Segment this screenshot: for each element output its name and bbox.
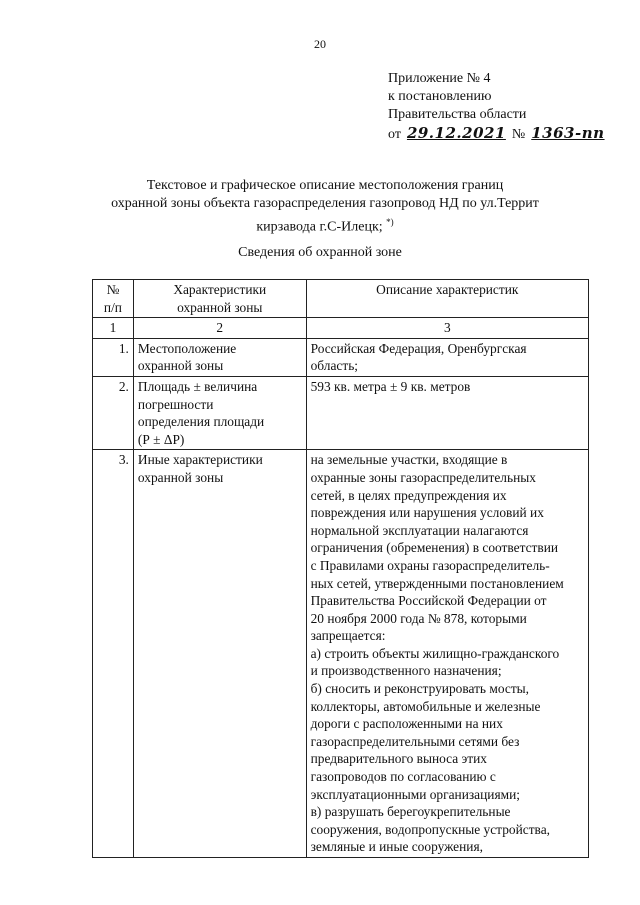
row-desc-line: дороги с расположенными на них bbox=[310, 716, 503, 732]
row-name-line: (Р ± ΔР) bbox=[137, 431, 185, 447]
row-desc-line: 20 ноября 2000 года № 878, которыми bbox=[310, 610, 527, 626]
row-desc-line: запрещается: bbox=[310, 628, 386, 644]
row-name bbox=[133, 376, 306, 449]
header-num-line: № bbox=[106, 282, 120, 297]
row-desc-line: охранные зоны газораспределительных bbox=[310, 469, 536, 485]
header-description: Описание характеристик bbox=[306, 280, 588, 318]
row-desc-line: Правительства Российской Федерации от bbox=[310, 593, 547, 609]
row-name-line: погрешности bbox=[137, 396, 214, 412]
table-index-row bbox=[93, 318, 589, 339]
header-char-line: Характеристики bbox=[173, 282, 267, 297]
row-desc-line: б) сносить и реконструировать мосты, bbox=[310, 681, 530, 697]
appendix-date-number bbox=[388, 124, 605, 144]
row-description bbox=[306, 376, 588, 449]
zone-table bbox=[92, 279, 589, 858]
table-row bbox=[93, 338, 589, 376]
header-characteristics bbox=[133, 280, 306, 318]
page-number: 20 bbox=[314, 37, 326, 51]
row-name-line: определения площади bbox=[137, 414, 265, 430]
row-desc-line: ных сетей, утвержденными постановлением bbox=[310, 575, 564, 591]
row-desc-line: сетей, в целях предупреждения их bbox=[310, 487, 507, 503]
row-desc-line: в) разрушать берегоукрепительные bbox=[310, 804, 511, 820]
row-desc-line: сооружения, водопропускные устройства, bbox=[310, 821, 550, 837]
index-cell: 3 bbox=[306, 318, 588, 339]
row-name bbox=[133, 450, 306, 858]
row-name-line: Иные характеристики bbox=[137, 452, 263, 468]
row-name-line: охранной зоны bbox=[137, 358, 224, 374]
row-desc-line: повреждения или нарушения условий их bbox=[310, 505, 544, 521]
footnote-mark: *) bbox=[386, 217, 394, 227]
row-number: 3. bbox=[93, 450, 134, 858]
title-line-2: охранной зоны объекта газораспределения газопровод НД по ул.Террит bbox=[111, 196, 539, 211]
index-cell: 1 bbox=[93, 318, 134, 339]
from-label: от bbox=[388, 127, 401, 142]
appendix-line-3: Правительства области bbox=[388, 107, 527, 122]
appendix-block bbox=[388, 70, 605, 144]
row-desc-line: с Правилами охраны газораспределитель- bbox=[310, 557, 550, 573]
title-line-1: Текстовое и графическое описание местоположения границ bbox=[146, 178, 504, 193]
row-desc-line: ограничения (обременения) в соответствии bbox=[310, 540, 559, 556]
header-num bbox=[93, 280, 134, 318]
index-cell: 2 bbox=[133, 318, 306, 339]
title-line-3-wrap bbox=[90, 213, 560, 237]
row-desc-line: и производственного назначения; bbox=[310, 663, 502, 679]
table-row bbox=[93, 450, 589, 858]
row-desc-line: 593 кв. метра ± 9 кв. метров bbox=[310, 378, 471, 394]
row-desc-line: а) строить объекты жилищно-гражданского bbox=[310, 645, 560, 661]
row-desc-line: газопроводов по согласованию с bbox=[310, 769, 496, 785]
row-name-line: Местоположение bbox=[137, 340, 237, 356]
row-desc-line: земляные и иные сооружения, bbox=[310, 839, 483, 855]
title-line-3: кирзавода г.С-Илецк; bbox=[256, 219, 383, 235]
handwritten-date: 29.12.2021 bbox=[406, 124, 506, 142]
section-subtitle: Сведения об охранной зоне bbox=[238, 245, 402, 260]
row-desc-line: на земельные участки, входящие в bbox=[310, 452, 508, 468]
appendix-line-1: Приложение № 4 bbox=[388, 71, 491, 86]
row-name bbox=[133, 338, 306, 376]
table-row bbox=[93, 376, 589, 449]
row-desc-line: нормальной эксплуатации налагаются bbox=[310, 522, 529, 538]
row-number: 2. bbox=[93, 376, 134, 449]
appendix-line-2: к постановлению bbox=[388, 89, 492, 104]
table-header-row bbox=[93, 280, 589, 318]
header-char-line: охранной зоны bbox=[177, 299, 263, 315]
header-num-line: п/п bbox=[103, 299, 122, 315]
handwritten-number: 1363-пп bbox=[531, 124, 605, 142]
row-desc-line: Российская Федерация, Оренбургская bbox=[310, 340, 527, 356]
row-desc-line: предварительного выноса этих bbox=[310, 751, 488, 767]
row-desc-line: коллекторы, автомобильные и железные bbox=[310, 698, 541, 714]
row-desc-line: эксплуатационными организациями; bbox=[310, 786, 520, 802]
row-description bbox=[306, 338, 588, 376]
number-sign: № bbox=[511, 127, 526, 142]
row-number: 1. bbox=[93, 338, 134, 376]
document-title bbox=[90, 177, 560, 237]
row-desc-line: область; bbox=[310, 358, 359, 374]
row-name-line: Площадь ± величина bbox=[137, 378, 258, 394]
row-name-line: охранной зоны bbox=[137, 469, 224, 485]
row-desc-line: газораспределительными сетями без bbox=[310, 733, 520, 749]
row-description bbox=[306, 450, 588, 858]
